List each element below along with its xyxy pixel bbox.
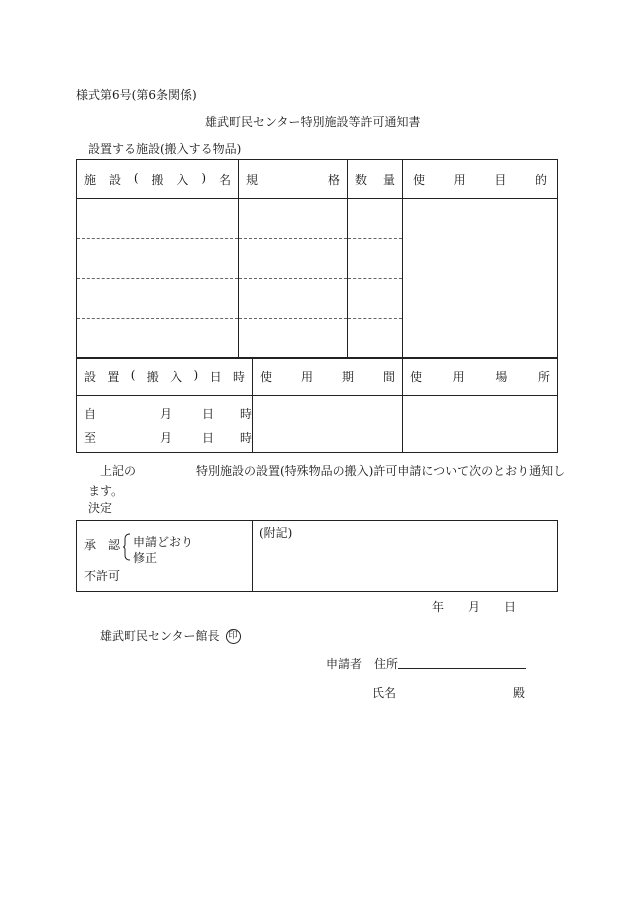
director-line	[100, 627, 241, 644]
date-line: 年 月 日	[432, 600, 517, 614]
address-line	[398, 668, 526, 669]
option-as-requested: 申請どおり	[133, 535, 194, 549]
deny-label: 不許可	[84, 569, 121, 583]
decision-options-cell	[77, 521, 253, 592]
approve-label: 承 認	[84, 538, 121, 552]
facility-name-cells	[77, 199, 239, 359]
notice-line-2: ます。	[88, 484, 124, 498]
purpose-cell	[403, 199, 558, 359]
header-spec: 規 格	[239, 160, 348, 199]
notice-line-1: 上記の 特別施設の設置(特殊物品の搬入)許可申請について次のとおり通知し	[100, 464, 566, 478]
header-usage-place: 使 用 場 所	[403, 358, 558, 396]
qty-cells	[348, 199, 403, 359]
schedule-table-body	[77, 396, 558, 453]
header-install-datetime: 設 置 ( 搬 入 ) 日 時	[77, 358, 253, 396]
facility-table-body	[77, 199, 558, 359]
name-label: 氏名	[372, 686, 397, 700]
spec-cells	[239, 199, 348, 359]
schedule-table	[76, 357, 558, 453]
form-number: 様式第6号(第6条関係)	[76, 88, 197, 102]
seal-icon: 印	[226, 629, 241, 644]
remarks-cell	[253, 521, 558, 592]
header-facility-name: 施 設 ( 搬 入 ) 名	[77, 160, 239, 199]
header-usage-period: 使 用 期 間	[253, 358, 403, 396]
decision-label: 決定	[88, 501, 113, 515]
datetime-range-cell: 自 月 日 時 至 月 日 時	[77, 396, 253, 453]
document-title: 雄武町民センター特別施設等許可通知書	[205, 115, 421, 129]
decision-table	[76, 520, 558, 592]
facility-table	[76, 159, 558, 359]
remarks-label: (附記)	[259, 526, 293, 540]
honorific: 殿	[513, 686, 526, 700]
schedule-table-header	[77, 358, 558, 396]
address-label: 住所	[374, 657, 399, 671]
facility-table-header	[77, 160, 558, 199]
option-modified: 修正	[133, 551, 158, 565]
brace-icon	[122, 533, 132, 561]
header-purpose: 使 用 目 的	[403, 160, 558, 199]
usage-period-cell	[253, 396, 403, 453]
facility-heading: 設置する施設(搬入する物品)	[88, 142, 242, 156]
usage-place-cell	[403, 396, 558, 453]
applicant-label: 申請者	[326, 657, 363, 671]
director-title: 雄武町民センター館長	[100, 629, 220, 643]
header-qty: 数 量	[348, 160, 403, 199]
